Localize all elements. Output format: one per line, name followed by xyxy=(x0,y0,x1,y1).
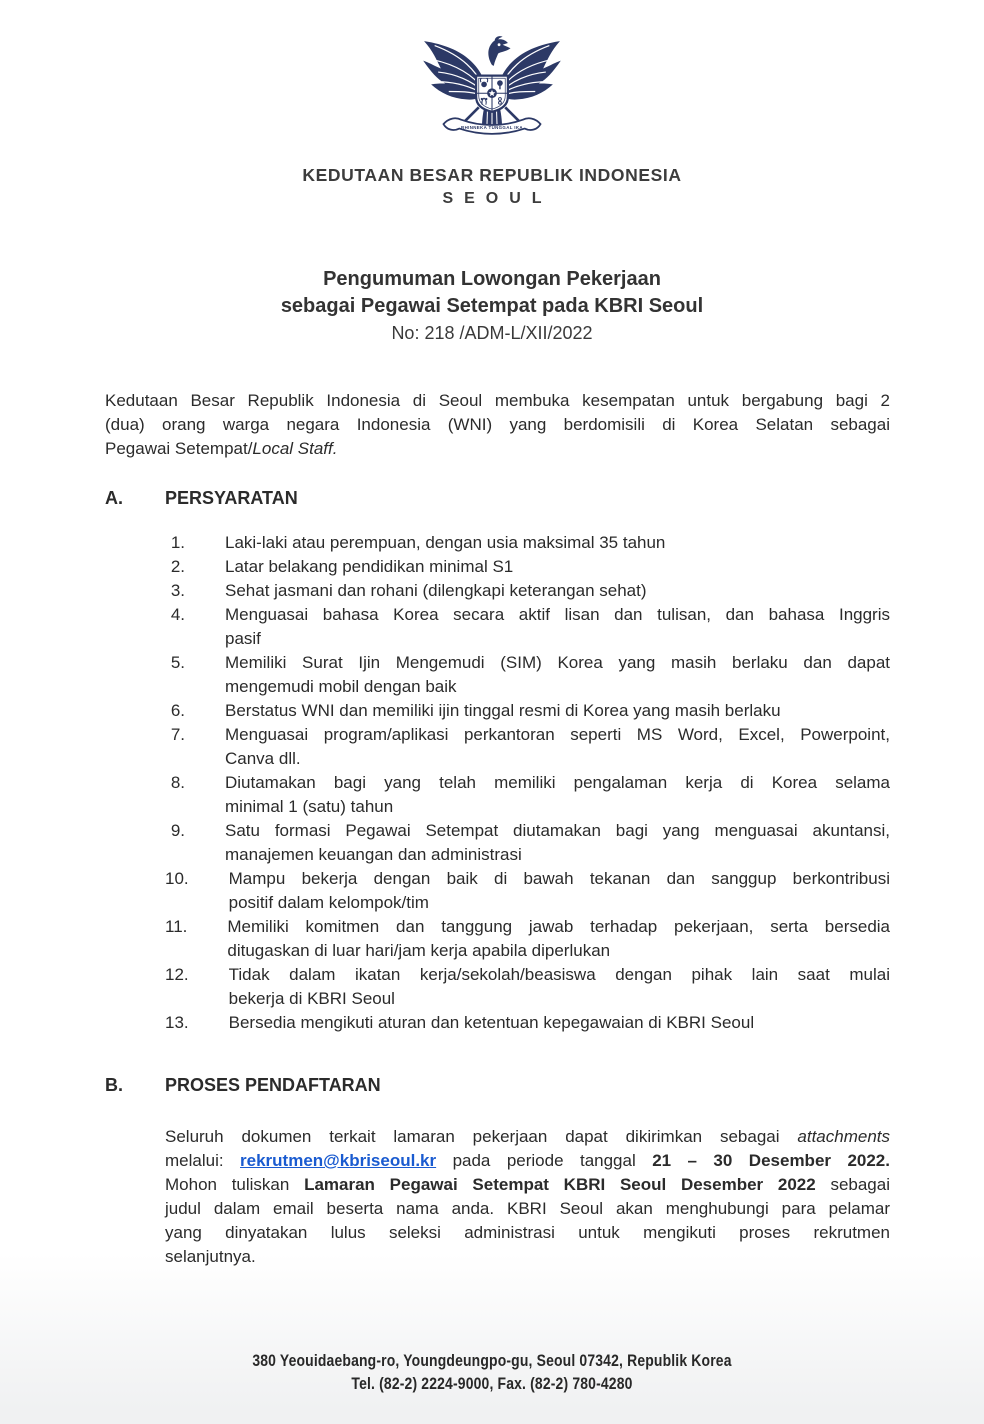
text-run: Seluruh dokumen terkait lamaran pekerjaan dapat dikirimkan sebagai xyxy=(165,1127,798,1146)
text-line xyxy=(225,747,890,771)
registration-paragraph xyxy=(165,1125,890,1269)
section-b-heading xyxy=(105,1073,890,1097)
text-line xyxy=(165,1245,890,1269)
text-line xyxy=(225,627,890,651)
text-run: Berstatus WNI dan memiliki ijin tinggal resmi di Korea yang masih berlaku xyxy=(225,701,781,720)
requirement-text xyxy=(227,915,890,963)
requirement-item xyxy=(105,699,890,723)
section-a-title: PERSYARATAN xyxy=(165,488,298,508)
section-b-title: PROSES PENDAFTARAN xyxy=(165,1075,381,1095)
text-run: minimal 1 (satu) tahun xyxy=(225,797,394,816)
requirement-item xyxy=(105,771,890,819)
text-line xyxy=(225,771,890,795)
text-run: manajemen keuangan dan administrasi xyxy=(225,845,522,864)
text-line xyxy=(225,531,890,555)
text-line xyxy=(105,389,890,413)
text-run: (dua) orang warga negara Indonesia (WNI) yang berdomisili di Korea Selatan sebagai xyxy=(105,415,890,434)
text-run: bekerja di KBRI Seoul xyxy=(228,989,395,1008)
text-line xyxy=(225,843,890,867)
section-a-letter: A. xyxy=(105,488,123,508)
requirement-item xyxy=(105,723,890,771)
text-run: Sehat jasmani dan rohani (dilengkapi keterangan sehat) xyxy=(225,581,647,600)
requirement-text xyxy=(229,963,890,1011)
text-run: Satu formasi Pegawai Setempat diutamakan bagi yang menguasai akuntansi, xyxy=(225,821,890,840)
text-line xyxy=(225,555,890,579)
requirement-number: 1. xyxy=(170,533,185,552)
requirement-text xyxy=(225,699,890,723)
requirement-number: 2. xyxy=(170,557,185,576)
text-run: Desember 2022. xyxy=(748,1151,890,1170)
text-run: Canva dll. xyxy=(225,749,301,768)
text-run: judul dalam email beserta nama anda. KBRI Seoul akan menghubungi para pelamar xyxy=(165,1199,890,1218)
requirement-text xyxy=(225,771,890,819)
text-run: Menguasai bahasa Korea secara aktif lisan dan tulisan, dan bahasa Inggris xyxy=(225,605,890,624)
requirement-text xyxy=(225,819,890,867)
text-line xyxy=(225,699,890,723)
text-run: yang dinyatakan lulus seleksi administrasi untuk mengikuti proses rekrutmen xyxy=(165,1223,890,1242)
text-line xyxy=(225,603,890,627)
footer-contact: Tel. (82-2) 2224-9000, Fax. (82-2) 780-4280 xyxy=(351,1374,633,1393)
requirement-item xyxy=(105,1011,890,1035)
document-number: No: 218 /ADM-L/XII/2022 xyxy=(391,323,593,343)
text-line xyxy=(225,795,890,819)
text-run: melalui: xyxy=(165,1151,241,1170)
text-run: attachments xyxy=(797,1127,890,1146)
requirement-number: 6. xyxy=(170,701,185,720)
requirement-item xyxy=(105,555,890,579)
text-run: pasif xyxy=(225,629,261,648)
text-run: Tidak dalam ikatan kerja/sekolah/beasiswa dengan pihak lain saat mulai xyxy=(228,965,890,984)
requirement-number: 11. xyxy=(165,917,188,936)
text-line xyxy=(225,819,890,843)
requirement-number: 10. xyxy=(165,869,189,888)
requirement-text xyxy=(229,1011,890,1035)
text-run: Diutamakan bagi yang telah memiliki pengalaman kerja di Korea selama xyxy=(225,773,890,792)
requirement-item xyxy=(105,915,890,963)
text-run xyxy=(732,1151,748,1170)
requirement-text xyxy=(225,651,890,699)
text-run: Lamaran Pegawai Setempat KBRI Seoul Desember 2022 xyxy=(304,1175,816,1194)
text-run: sebagai xyxy=(815,1175,890,1194)
text-run: Memiliki komitmen dan tanggung jawab terhadap pekerjaan, serta bersedia xyxy=(227,917,890,936)
organization-name: KEDUTAAN BESAR REPUBLIK INDONESIA xyxy=(302,165,682,185)
requirement-item xyxy=(105,867,890,915)
text-run: Latar belakang pendidikan minimal S1 xyxy=(225,557,514,576)
text-run: positif dalam kelompok/tim xyxy=(228,893,429,912)
text-run: Menguasai program/aplikasi perkantoran seperti MS Word, Excel, Powerpoint, xyxy=(225,725,890,744)
letterhead xyxy=(0,0,984,208)
intro-paragraph xyxy=(105,389,890,461)
document-title-line2: sebagai Pegawai Setempat pada KBRI Seoul xyxy=(280,295,704,317)
requirement-item xyxy=(105,531,890,555)
requirement-text xyxy=(229,867,890,915)
text-line xyxy=(225,651,890,675)
text-line xyxy=(165,1125,890,1149)
text-line xyxy=(225,579,890,603)
text-line xyxy=(165,1221,890,1245)
text-run: Mampu bekerja dengan baik di bawah tekanan dan sanggup berkontribusi xyxy=(228,869,890,888)
requirement-text xyxy=(225,579,890,603)
text-run: pada periode tanggal xyxy=(436,1151,653,1170)
requirement-text xyxy=(225,603,890,651)
text-line xyxy=(229,987,890,1011)
requirement-number: 3. xyxy=(170,581,185,600)
text-line xyxy=(165,1173,890,1197)
text-line xyxy=(229,963,890,987)
text-run: Bersedia mengikuti aturan dan ketentuan kepegawaian di KBRI Seoul xyxy=(228,1013,755,1032)
requirement-number: 9. xyxy=(170,821,185,840)
requirement-text xyxy=(225,555,890,579)
text-line xyxy=(105,413,890,437)
text-run: ditugaskan di luar hari/jam kerja apabila diperlukan xyxy=(227,941,611,960)
text-line xyxy=(229,867,890,891)
document-title xyxy=(0,266,984,346)
requirement-number: 13. xyxy=(165,1013,189,1032)
section-a-heading xyxy=(105,486,890,510)
requirement-text xyxy=(225,723,890,771)
section-b-letter: B. xyxy=(105,1075,123,1095)
text-line xyxy=(165,1197,890,1221)
requirement-item xyxy=(105,603,890,651)
text-run: Local Staff. xyxy=(252,439,338,458)
document-body xyxy=(0,389,984,1269)
text-run: 21 – 30 xyxy=(652,1151,733,1170)
text-run: Kedutaan Besar Republik Indonesia di Seoul membuka kesempatan untuk bergabung bagi 2 xyxy=(105,391,890,410)
text-line xyxy=(225,723,890,747)
text-line xyxy=(165,1149,890,1173)
document-title-line1: Pengumuman Lowongan Pekerjaan xyxy=(323,268,661,290)
requirement-text xyxy=(225,531,890,555)
garuda-pancasila-emblem xyxy=(0,33,984,157)
text-run: selanjutnya. xyxy=(165,1247,256,1266)
letterhead-footer xyxy=(0,1349,984,1395)
text-line xyxy=(105,437,890,461)
requirement-number: 5. xyxy=(170,653,185,672)
text-line xyxy=(227,915,890,939)
requirement-number: 12. xyxy=(165,965,189,984)
requirements-list xyxy=(105,531,890,1035)
requirement-number: 8. xyxy=(170,773,185,792)
footer-address: 380 Yeouidaebang-ro, Youngdeungpo-gu, Seoul 07342, Republik Korea xyxy=(252,1351,732,1370)
text-run: Pegawai Setempat/ xyxy=(105,439,253,458)
emblem-motto: BHINNEKA TUNGGAL IKA xyxy=(461,124,523,130)
text-line xyxy=(225,675,890,699)
organization-city: SEOUL xyxy=(442,190,553,207)
requirement-item xyxy=(105,579,890,603)
email-link[interactable]: rekrutmen@kbriseoul.kr xyxy=(240,1151,437,1170)
text-line xyxy=(229,891,890,915)
text-line xyxy=(229,1011,890,1035)
requirement-item xyxy=(105,651,890,699)
requirement-item xyxy=(105,963,890,1011)
text-line xyxy=(227,939,890,963)
text-run: Memiliki Surat Ijin Mengemudi (SIM) Korea yang masih berlaku dan dapat xyxy=(225,653,890,672)
requirement-item xyxy=(105,819,890,867)
text-run: Mohon tuliskan xyxy=(165,1175,305,1194)
requirement-number: 7. xyxy=(170,725,185,744)
text-run: Laki-laki atau perempuan, dengan usia maksimal 35 tahun xyxy=(225,533,666,552)
text-run: mengemudi mobil dengan baik xyxy=(225,677,457,696)
requirement-number: 4. xyxy=(170,605,185,624)
